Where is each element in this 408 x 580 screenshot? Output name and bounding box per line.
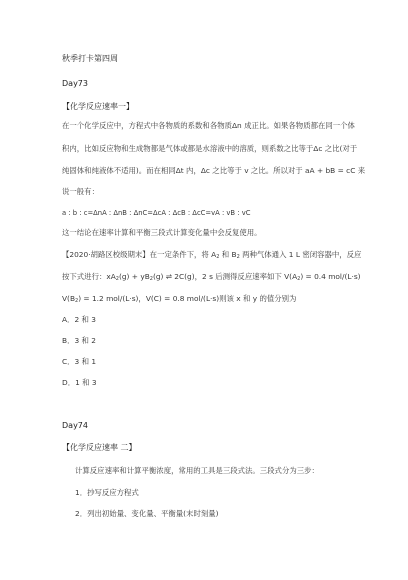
step-2: 2．列出初始量、变化量、平衡量(末时刻量) <box>75 509 219 518</box>
option-a: A．2 和 3 <box>62 315 96 324</box>
day73-section-title: 【化学反应速率一】 <box>62 102 134 111</box>
option-c: C．3 和 1 <box>62 357 97 366</box>
question-line-3: $V(B_2) = 1.2$ mol/(L·s)，V(C) = 0.8 mol/(L·s)则该 x 和 y 的值分别为 <box>62 294 297 304</box>
option-d: D．1 和 3 <box>62 378 97 387</box>
day73-paragraph-line: 纯固体和纯液体不适用)。而在相同Δt 内，Δc 之比等于 v 之比。所以对于 aA + bB = cC 来 <box>62 166 366 175</box>
ratio-formula: a : b : c=ΔnA : ΔnB : ΔnC=ΔcA : ΔcB : ΔcC=vA : vB : vC <box>62 209 251 217</box>
step-1: 1．抄写反应方程式 <box>75 488 139 497</box>
header-title: 秋季打卡第四周 <box>62 54 118 63</box>
question-line-1: 【2020·胡路区校级期末】在一定条件下，将 $A_2$ 和 $B_2$ 两种气体通入 1 L 密闭容器中，反应 <box>62 250 362 260</box>
day74-section-title: 【化学反应速率 二】 <box>62 443 137 452</box>
day73-title: Day73 <box>62 79 88 88</box>
day74-paragraph: 计算反应速率和计算平衡浓度，常用的工具是三段式法。三段式分为三步： <box>75 466 319 475</box>
day73-paragraph-line: 说一般有： <box>62 187 99 196</box>
option-b: B．3 和 2 <box>62 336 96 345</box>
day73-paragraph-line: 积内，比如反应物和生成物都是气体或都是水溶液中的溶质，则系数之比等于Δc 之比(对于 <box>62 144 358 153</box>
question-line-2: 按下式进行：$xA_2(g) + yB_2(g)$ ⇌ 2C(g)，2 s 后测得反应速率如下 $V(A_2) = 0.4$ mol/(L·s) <box>62 272 361 282</box>
day74-title: Day74 <box>62 421 88 430</box>
day73-paragraph-line: 在一个化学反应中，方程式中各物质的系数和各物质Δn 成正比。如果各物质都在同一个体 <box>62 121 355 130</box>
day73-note: 这一结论在速率计算和平衡三段式计算变化量中会反复使用。 <box>62 228 262 237</box>
